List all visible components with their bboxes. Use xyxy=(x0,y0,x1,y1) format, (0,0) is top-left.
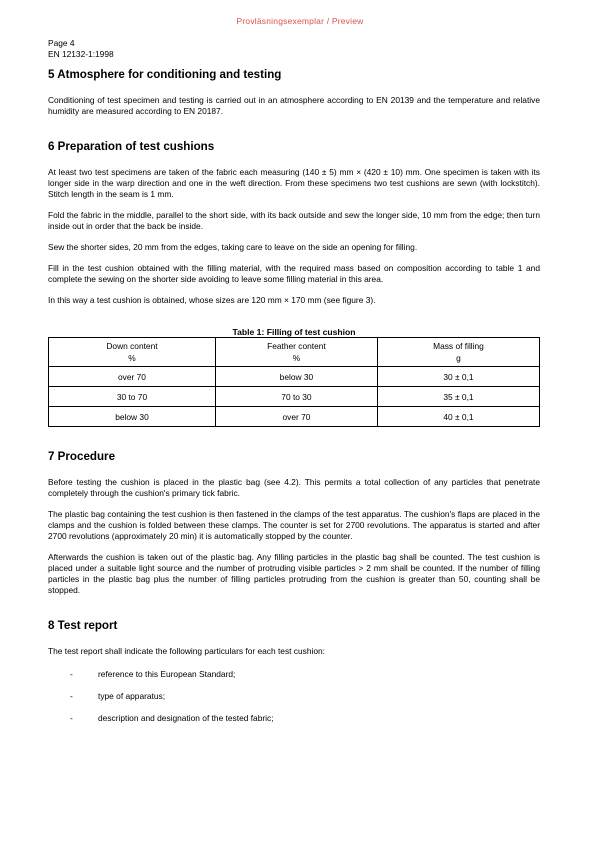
list-item-text: type of apparatus; xyxy=(98,691,166,701)
header-down-content: Down content % xyxy=(49,338,216,367)
standard-number: EN 12132-1:1998 xyxy=(48,49,114,59)
table-row xyxy=(49,387,540,407)
table-row xyxy=(49,407,540,427)
section-7-heading: 7 Procedure xyxy=(48,450,116,463)
header-feather-content: Feather content % xyxy=(215,338,377,367)
page-header xyxy=(48,38,114,60)
table-header-row xyxy=(49,338,540,367)
section-7-paragraph-1: Before testing the cushion is placed in the plastic bag (see 4.2). This permits a total collection of any particles that penetrate completely through the cushion's primary tick fabric. xyxy=(48,477,540,498)
section-6-paragraph-2: Fold the fabric in the middle, parallel to the short side, with its back outside and sew the longer side, 10 mm from the edge; then turn inside out in order that the back be inside. xyxy=(48,210,540,231)
table-cell: over 70 xyxy=(49,367,216,387)
table-cell: 40 ± 0,1 xyxy=(377,407,539,427)
list-bullet: - xyxy=(70,691,73,701)
document-body xyxy=(48,68,540,724)
list-item xyxy=(48,691,540,702)
filling-table xyxy=(48,337,540,427)
list-bullet: - xyxy=(70,669,73,679)
list-item xyxy=(48,713,540,724)
section-8-paragraph: The test report shall indicate the following particulars for each test cushion: xyxy=(48,646,325,656)
header-mass-of-filling: Mass of filling g xyxy=(377,338,539,367)
section-8-heading: 8 Test report xyxy=(48,619,118,632)
section-5-heading: 5 Atmosphere for conditioning and testing xyxy=(48,68,282,81)
section-7-paragraph-2: The plastic bag containing the test cushion is then fastened in the clamps of the test apparatus. The cushion's flaps are placed in the clamps and the cushion is folded between these clamps. The counter is set for 2700 revolutions. The apparatus is started and after 2700 revolutions (approximately 20 min) it is automatically stopped by the counter. xyxy=(48,509,540,541)
preview-watermark: Provläsningsexemplar / Preview xyxy=(236,16,364,26)
section-6-paragraph-4: Fill in the test cushion obtained with the filling material, with the required mass based on composition according to table 1 and complete the sewing on the shorter side avoiding to leave some filling material in this area. xyxy=(48,263,540,284)
list-item xyxy=(48,669,540,680)
table-cell: below 30 xyxy=(49,407,216,427)
table-cell: 30 ± 0,1 xyxy=(377,367,539,387)
section-6-paragraph-1: At least two test specimens are taken of the fabric each measuring (140 ± 5) mm × (420 ± 10) mm. One specimen is taken with its longer side in the warp direction and one in the weft direction. From these specimens two test cushions are sewn (with lockstitch). Stitch length in the seam is 1 mm. xyxy=(48,167,540,199)
section-6-paragraph-5: In this way a test cushion is obtained, whose sizes are 120 mm × 170 mm (see figure 3). xyxy=(48,295,376,305)
section-7-paragraph-3: Afterwards the cushion is taken out of the plastic bag. Any filling particles in the plastic bag shall be counted. The test cushion is placed under a suitable light source and the number of protruding visible particles > 2 mm shall be counted. If the number of filling particles in the plastic bag plus the number of filling particles protruding from the cushion is greater than 50, counting shall be stopped. xyxy=(48,552,540,595)
list-item-text: reference to this European Standard; xyxy=(98,669,236,679)
section-5-paragraph: Conditioning of test specimen and testing is carried out in an atmosphere according to EN 20139 and the temperature and relative humidity are measured according to EN 20187. xyxy=(48,95,540,116)
table-cell: below 30 xyxy=(215,367,377,387)
table-cell: over 70 xyxy=(215,407,377,427)
list-item-text: description and designation of the tested fabric; xyxy=(98,713,274,723)
table-row xyxy=(49,367,540,387)
table-cell: 70 to 30 xyxy=(215,387,377,407)
table-cell: 30 to 70 xyxy=(49,387,216,407)
section-6-heading: 6 Preparation of test cushions xyxy=(48,140,215,153)
page-number: Page 4 xyxy=(48,38,75,48)
table-caption: Table 1: Filling of test cushion xyxy=(232,327,356,337)
report-particulars-list xyxy=(48,669,540,724)
list-bullet: - xyxy=(70,713,73,723)
section-6-paragraph-3: Sew the shorter sides, 20 mm from the edges, taking care to leave on the side an opening for filling. xyxy=(48,242,418,252)
table-cell: 35 ± 0,1 xyxy=(377,387,539,407)
